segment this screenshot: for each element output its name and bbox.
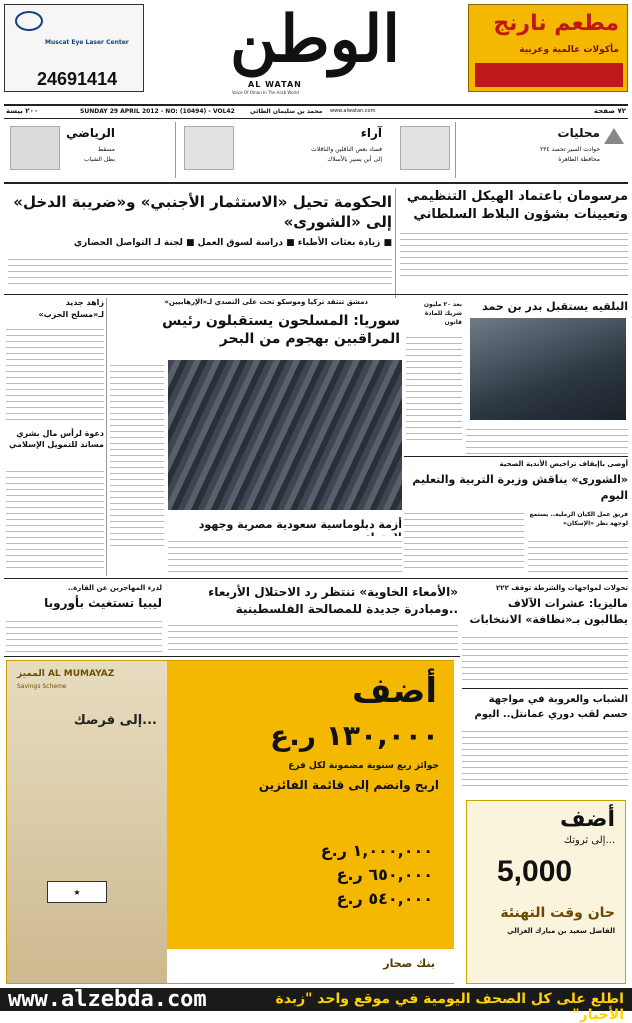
prisoners-text — [406, 332, 462, 442]
headline-right-main[interactable]: مرسومان باعتماد الهيكل التنظيمي وتعيينات بشؤون البلاط السلطاني — [406, 189, 628, 222]
bank-ad-add: أضف — [352, 671, 437, 711]
nav-opinion-thumb — [184, 126, 234, 170]
left-col1-title[interactable]: لـ«مسلح الحزب» — [38, 310, 104, 319]
clubs-headline[interactable]: «الشورى» يناقش وزيرة التربية والتعليم اليوم — [412, 473, 628, 502]
bank-ad-prize-3: ٥٤٠,٠٠٠ ر.ع — [336, 889, 433, 908]
blaqiya-photo — [470, 318, 626, 420]
left-main-text — [8, 254, 392, 284]
band3-rule — [4, 656, 460, 657]
left-col1-kicker: زاهد جديد — [65, 298, 104, 307]
masthead-rule-2 — [4, 118, 628, 119]
bank-ad-brand: المميز AL MUMAYAZ — [17, 669, 115, 679]
clubs-kicker: أوصى باإيقاف تراخيص الأندية الصحية — [499, 460, 628, 468]
winner-badge: ★ — [47, 881, 107, 903]
logo: الوطن — [230, 2, 400, 77]
syria-photo — [168, 360, 402, 510]
nav-rule — [4, 182, 628, 184]
nav-local-sub1: حوادث السير تحصد ٢٣٤ — [539, 146, 600, 153]
nav-sport-title: الرياضي — [66, 126, 115, 140]
pages-count: ٧٢ صفحة — [593, 107, 626, 115]
bank-ad-prize-1: ١,٠٠٠,٠٠٠ ر.ع — [320, 841, 433, 860]
restaurant-ad-name: مطعم نارنج — [493, 11, 619, 36]
logo-en: AL WATAN — [248, 80, 302, 89]
youth-rule — [462, 688, 628, 689]
syria-headline[interactable]: سوريا: المسلحون يستقبلون رئيس المراقبين بهجوم من البحر — [162, 313, 400, 347]
blaqiya-text — [466, 424, 628, 454]
founder: محمد بن سليمان الطائي — [250, 108, 323, 115]
headline-left-main[interactable]: الحكومة تحيل «الاستثمار الأجنبي» و«ضريبة الدخل» إلى «الشورى» — [13, 193, 392, 231]
gaza-text — [168, 620, 458, 652]
right-ad[interactable] — [466, 800, 626, 984]
logo-tagline: Voice Of Oman In The Arab World — [232, 90, 299, 95]
bank-ad-brand-sub: Savings Scheme — [17, 683, 67, 690]
bank-ad-prize-2: ٦٥٠,٠٠٠ ر.ع — [336, 865, 433, 884]
nav-opinion[interactable] — [240, 122, 390, 178]
right-ad-winner: الفاضل سعيد بن مبارك الغزالي — [507, 927, 615, 935]
malaysia-headline[interactable]: ماليزيا: عشرات الآلاف يطالبون بـ«نظافة» الانتخابات — [469, 597, 628, 626]
restaurant-ad[interactable] — [468, 4, 628, 92]
nav-opinion-sub1: فساد بعض الناقلين والناقلات — [311, 146, 382, 153]
nav-sport-sub2: بطل الشباب — [83, 156, 115, 163]
prisoners-headline[interactable]: بعد ٢٠ مليون شريك للمادة قانون — [423, 301, 462, 326]
bank-ad-tagline: ...إلى فرصك — [73, 713, 157, 728]
kuwaiti-text — [528, 536, 628, 572]
clubs-text — [404, 508, 524, 572]
footer-slogan: اطلع على كل الصحف اليومية في موقع واحد "زبدة الأخبار" — [275, 991, 624, 1023]
bank-ad-bank: بنك صحار — [383, 957, 435, 970]
sail-icon — [604, 128, 624, 144]
restaurant-ad-line: مأكولات عالمية وعربية — [519, 45, 619, 55]
nav-sport-thumb — [10, 126, 60, 170]
site-url[interactable]: www.alwatan.com — [330, 108, 376, 114]
restaurant-ad-stripe — [475, 63, 623, 87]
bank-ad-weekly: جوائز ربع سنوية مضمونة لكل فرع — [288, 761, 439, 771]
eye-ad-phone: 24691414 — [37, 69, 118, 89]
bank-ad[interactable] — [6, 660, 454, 984]
headline-left-sub: ■ زيادة بعثات الأطباء ■ دراسة لسوق العمل ■ لجنة لـ التواصل الحضاري — [73, 238, 392, 248]
nav-opinion-title: آراء — [360, 126, 382, 140]
right-ad-amount: 5,000 — [497, 855, 573, 888]
eye-center-ad[interactable] — [4, 4, 144, 92]
nav-sport-sub1: مسقط — [97, 146, 115, 153]
nav-local-sub2: محافظة الظاهرة — [558, 156, 600, 163]
eye-icon — [15, 11, 43, 31]
malaysia-kicker: تحولات لمواجهات والشرطة توقف ٢٢٢ — [496, 584, 628, 592]
libya-kicker: لدرء المهاجرين عن القارة.. — [67, 584, 162, 592]
footer-bar — [0, 987, 632, 1023]
libya-text — [6, 616, 162, 652]
left-col1-text — [6, 324, 104, 420]
kuwaiti-headline[interactable]: فريق عمل الكيان الرملية.. يستمع لوجهة نظر «الإسكان» — [529, 511, 628, 527]
right-ad-sub: ...إلى ثروتك — [563, 835, 615, 846]
right-rule-1 — [404, 456, 628, 457]
bank-ad-amount: ١٣٠,٠٠٠ ر.ع — [270, 719, 439, 752]
nav-local-title: محليات — [557, 126, 600, 140]
gaza-sub: ..ومبادرة جديدة للمصالحة الفلسطينية — [235, 602, 458, 616]
left-divider — [106, 298, 107, 576]
footer-url[interactable]: www.alzebda.com — [8, 987, 207, 1012]
left-col2-text — [6, 466, 104, 572]
diplomacy-headline[interactable]: أزمة دبلوماسية سعودية مصرية وجهود — [198, 518, 402, 531]
malaysia-text — [462, 632, 628, 684]
syria-col-text — [110, 360, 164, 550]
blaqiya-headline[interactable]: البلقيه يستقبل بدر بن حمد — [482, 300, 628, 313]
left-col2-title[interactable]: دعوة لرأس مال بشري مساند للتمويل الإسلامي — [8, 429, 104, 449]
band1-rule — [4, 294, 628, 295]
masthead-rule — [4, 104, 628, 106]
band2-rule — [4, 578, 628, 579]
bank-ad-left-panel — [7, 661, 167, 983]
syria-kicker: دمشق تنتقد تركيا وموسكو تحث على التصدي لـ«الإرهابيين» — [164, 298, 368, 306]
col-divider — [395, 188, 396, 298]
eye-ad-brand: Muscat Eye Laser Center — [45, 39, 129, 46]
libya-headline[interactable]: ليبيا تستغيث بأوروبا — [44, 596, 162, 610]
nav-opinion-sub2: إلى أين يسير بالأسلاك — [327, 156, 382, 163]
right-main-text — [400, 228, 628, 280]
gaza-headline[interactable]: «الأمعاء الخاوية» تنتظر رد الاحتلال الأربعاء — [208, 585, 458, 599]
nav-local-thumb — [400, 126, 450, 170]
date-line: SUNDAY 29 APRIL 2012 - NO: (10494) - VOL42 — [80, 108, 235, 115]
youth-headline[interactable]: الشباب والعروبة في مواجهة حسم لقب دوري عمانتل.. اليوم — [474, 694, 628, 720]
price: ٢٠٠ بيسة — [6, 107, 39, 115]
nav-local[interactable] — [455, 122, 628, 178]
youth-text — [462, 726, 628, 790]
bank-ad-win: اربح وانضم إلى قائمة الفائزين — [258, 778, 439, 792]
right-ad-add: أضف — [560, 807, 615, 832]
diplomacy-text — [168, 536, 402, 572]
right-ad-thanks: حان وقت التهنئة — [500, 905, 615, 921]
